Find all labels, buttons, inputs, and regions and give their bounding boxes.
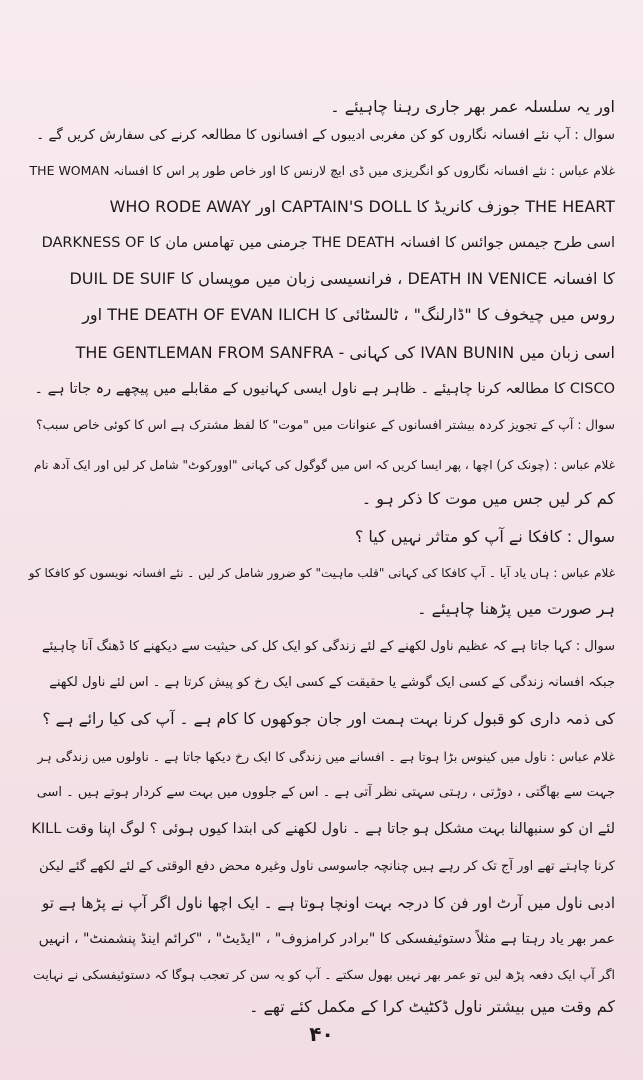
answer-line: غلام عباس : نئے افسانہ نگاروں کو انگریزی میں ڈی ایچ لارنس کا اور خاص طور پر اس کا افسانہ THE WOMAN — [29, 163, 615, 178]
text-line: کم وقت میں بیشتر ناول ڈکٹیٹ کرا کے مکمل کئے تھے ۔ — [249, 997, 615, 1016]
question-line: سوال : کافکا نے آپ کو متاثر نہیں کیا ؟ — [354, 527, 615, 546]
text-line: THE HEART جوزف کانریڈ کا CAPTAIN'S DOLL اور WHO RODE AWAY — [109, 197, 615, 216]
text-line: اسی زبان میں IVAN BUNIN کی کہانی - THE GENTLEMAN FROM SANFRA — [75, 343, 615, 362]
text-line: روس میں چیخوف کا "ڈارلنگ" ، ٹالسٹائی کا THE DEATH OF EVAN ILICH اور — [82, 305, 615, 324]
text-line: جبکہ افسانہ زندگی کے کسی ایک گوشے یا حقیقت کے کسی ایک رخ کو پیش کرتا ہے ۔ اس لئے ناول لکھنے — [49, 675, 615, 690]
text-line: اسی طرح جیمس جوائس کا افسانہ THE DEATH جرمنی میں تھامس مان کا DARKNESS OF — [41, 235, 615, 251]
text-line: لئے ان کو سنبھالنا بہت مشکل ہو جاتا ہے ۔ ناول لکھنے کی ابتدا کیوں ہوئی ؟ لوگ اپنا وقت KILL — [31, 821, 615, 837]
answer-line: غلام عباس : (چونک کر) اچھا ، پھر ایسا کریں کہ اس میں گوگول کی کہانی "اوورکوٹ" شامل کر لیں اور ایک آدھ نام — [34, 458, 615, 472]
answer-line: غلام عباس : ناول میں کینوس بڑا ہوتا ہے ۔ افسانے میں زندگی کا ایک رخ دیکھا جاتا ہے ۔ ناولوں میں زندگی ہر — [37, 749, 615, 764]
text-line: اگر آپ ایک دفعہ پڑھ لیں تو عمر بھر نہیں بھول سکتے ۔ آپ کو یہ سن کر تعجب ہوگا کہ دستوئیفسکی نے نہایت — [33, 967, 615, 982]
question-line: سوال : آپ کے تجویز کردہ بیشتر افسانوں کے عنوانات میں "موت" کا لفظ مشترک ہے اس کا کوئی خاص سبب؟ — [36, 417, 615, 432]
text-line: کرنا چاہتے تھے اور آج تک کر رہے ہیں چنانچہ جاسوسی ناول وغیرہ محض دفع الوقتی کے لئے لکھے گئے لیکن — [39, 859, 615, 874]
text-line: کم کر لیں جس میں موت کا ذکر ہو ۔ — [361, 489, 615, 508]
text-line: ادبی ناول میں آرٹ اور فن کا درجہ بہت اونچا ہوتا ہے ۔ ایک اچھا ناول اگر آپ نے پڑھا ہے تو — [41, 894, 615, 912]
text-line: جہت سے بھاگتی ، دوڑتی ، رہتی سہتی نظر آتی ہے ۔ اس کے جلووں میں بہت سے کردار ہوتے ہیں ۔ اسی — [36, 785, 615, 800]
text-line: CISCO کا مطالعہ کرنا چاہیئے ۔ ظاہر ہے ناول ایسی کہانیوں کے مقابلے میں پیچھے رہ جاتا ہے ۔ — [34, 381, 615, 397]
page-number: ۴۰ — [309, 1022, 334, 1046]
question-line: سوال : آپ نئے افسانہ نگاروں کو کن مغربی ادیبوں کے افسانوں کا مطالعہ کرنے کی سفارش کریں گے ۔ — [36, 127, 615, 143]
text-line: کا افسانہ DEATH IN VENICE ، فرانسیسی زبان میں موپساں کا DUIL DE SUIF — [69, 269, 615, 288]
text-line: عمر بھر یاد رہتا ہے مثلاً دستوئیفسکی کا "برادر کرامزوف" ، "ایڈیٹ" ، "کرائم اینڈ پنشمنٹ" ، انہیں — [38, 931, 615, 947]
text-line: اور یہ سلسلہ عمر بھر جاری رہنا چاہیئے ۔ — [330, 97, 615, 116]
question-line: سوال : کہا جاتا ہے کہ عظیم ناول لکھنے کے لئے زندگی کو ایک کل کی حیثیت سے دیکھنے کا ڈھنگ آنا چاہیئے — [41, 639, 615, 654]
text-line: کی ذمہ داری کو قبول کرنا بہت ہمت اور جان جوکھوں کا کام ہے ۔ آپ کی کیا رائے ہے ؟ — [42, 710, 615, 728]
answer-line: غلام عباس : ہاں یاد آیا ۔ آپ کافکا کی کہانی "قلب ماہیت" کو ضرور شامل کر لیں ۔ نئے افسانہ نویسوں کو کافکا کو — [28, 566, 615, 580]
text-line: ہر صورت میں پڑھنا چاہیئے ۔ — [417, 599, 615, 618]
